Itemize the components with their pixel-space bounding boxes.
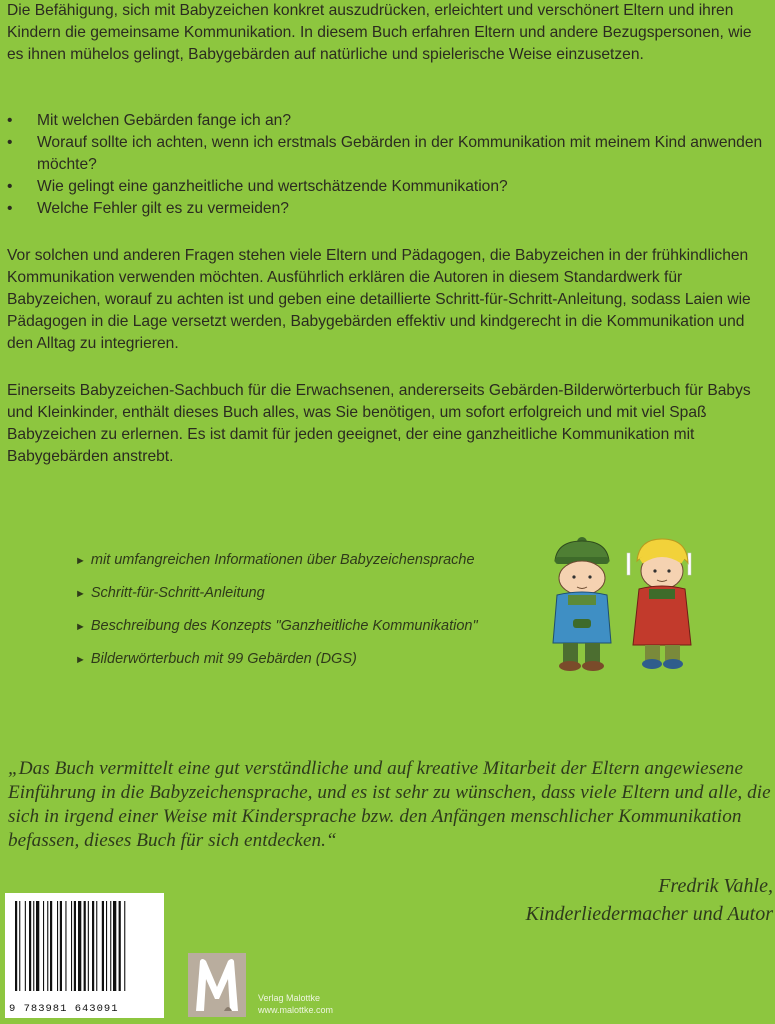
paragraph-book-summary: Einerseits Babyzeichen-Sachbuch für die Erwachsenen, andererseits Gebärden-Bilderwörterbuch für Babys und Kleinkinder, enthält dieses Buch alles, was Sie benötigen, um sofort erfolgreich und mit viel Spaß Babyzeichen zu erlernen. Es ist damit für jeden geeignet, der eine ganzheitliche Kommunikation mit Babygebärden anstrebt.: [7, 382, 751, 465]
publisher-name: Verlag Malottke: [258, 993, 321, 1003]
quote-attribution: [526, 872, 773, 928]
bullet-dot: •: [7, 134, 13, 151]
barcode-icon: [13, 901, 156, 993]
publisher-info: [258, 992, 333, 1016]
feature-item: ► Bilderwörterbuch mit 99 Gebärden (DGS): [75, 651, 357, 667]
paragraph-questions-context: Vor solchen und anderen Fragen stehen viele Eltern und Pädagogen, die Babyzeichen in der frühkindlichen Kommunikation verwenden möchten. Ausführlich erklären die Autoren in diesem Standardwerk für Babyzeichen, worauf zu achten ist und geben eine detaillierte Schritt-für-Schritt-Anleitung, sodass Laien wie Pädagogen in die Lage versetzt werden, Babygebärden effektiv und kindgerecht in die Kommunikation und den Alltag zu integrieren.: [7, 247, 751, 352]
list-item: • Mit welchen Gebärden fange ich an?: [7, 110, 769, 132]
bullet-dot: •: [7, 178, 13, 195]
author-role: Kinderliedermacher und Autor: [525, 903, 773, 925]
list-item: • Wie gelingt eine ganzheitliche und wertschätzende Kommunikation?: [7, 176, 769, 198]
two-children-illustration: [545, 533, 705, 678]
bullet-dot: •: [7, 112, 13, 129]
testimonial-quote: „Das Buch vermittelt eine gut verständliche und auf kreative Mitarbeit der Eltern angewiesene Einführung in die Babyzeichensprache, und es ist sehr zu wünschen, dass viele Eltern und alle, die sich in irgend einer Weise mit Kindersprache bzw. den Anfängen menschlicher Kommunikation befassen, dieses Buch für sich entdecken.“: [8, 758, 771, 851]
arrow-right-icon: ►: [75, 654, 86, 666]
feature-item: ► Schritt-für-Schritt-Anleitung: [75, 585, 265, 601]
arrow-right-icon: ►: [75, 621, 86, 633]
feature-list: [75, 545, 535, 677]
publisher-url[interactable]: www.malottke.com: [258, 1005, 334, 1015]
isbn-number: 9 783981 643091: [9, 1003, 119, 1015]
list-item: • Welche Fehler gilt es zu vermeiden?: [7, 198, 769, 220]
question-list: [7, 110, 769, 220]
author-name: Fredrik Vahle,: [658, 875, 773, 897]
intro-paragraph: Die Befähigung, sich mit Babyzeichen konkret auszudrücken, erleichtert und verschönert Eltern und ihren Kindern die gemeinsame Kommunikation. In diesem Buch erfahren Eltern und andere Bezugspersonen, wie es ihnen mühelos gelingt, Babygebärden auf natürliche und spielerische Weise einzusetzen.: [7, 2, 752, 63]
list-item: • Worauf sollte ich achten, wenn ich erstmals Gebärden in der Kommunikation mit meinem Kind anwenden möchte?: [7, 134, 763, 173]
child-red-coat-icon: [627, 539, 691, 669]
child-blue-coat-icon: [553, 537, 611, 671]
feature-item: ► mit umfangreichen Informationen über Babyzeichensprache: [75, 552, 475, 568]
arrow-right-icon: ►: [75, 588, 86, 600]
publisher-logo-icon: [188, 953, 246, 1017]
isbn-barcode: [5, 893, 164, 1018]
bullet-dot: •: [7, 200, 13, 217]
feature-item: ► Beschreibung des Konzepts "Ganzheitliche Kommunikation": [75, 618, 478, 634]
arrow-right-icon: ►: [75, 555, 86, 567]
